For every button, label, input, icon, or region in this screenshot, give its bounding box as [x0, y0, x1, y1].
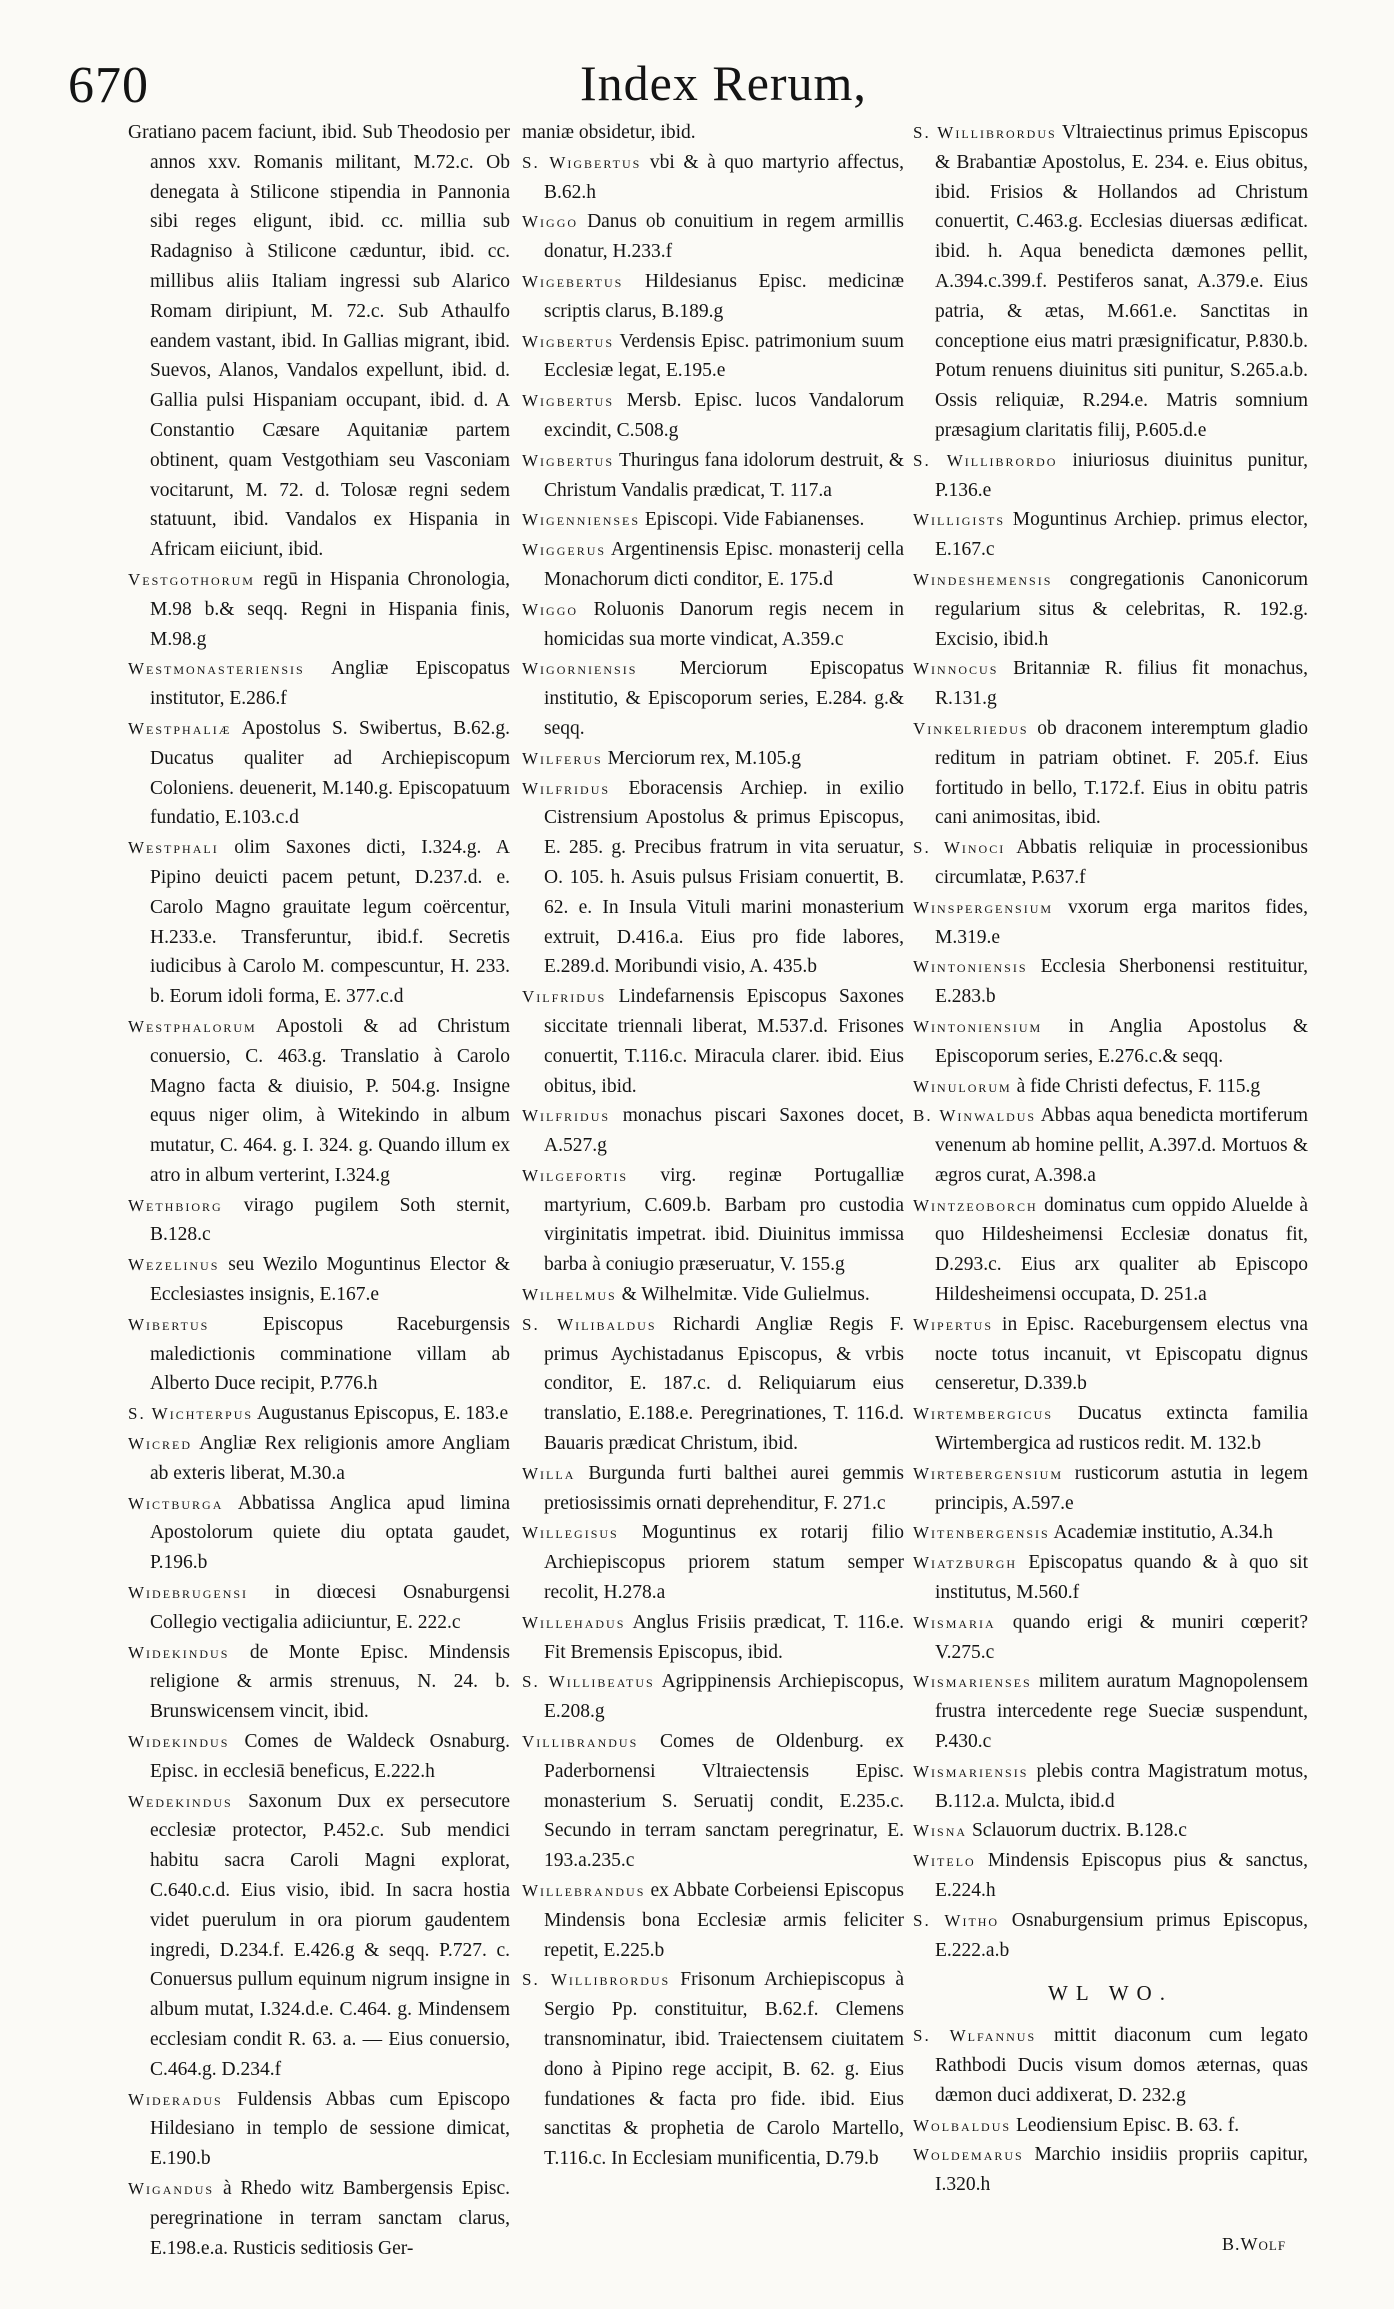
entry-text: Episcopi. Vide Fabianenses. — [644, 509, 865, 531]
entry-lemma: Windeshemensis — [913, 569, 1053, 589]
index-entry — [913, 446, 1308, 506]
index-entry — [913, 654, 1308, 714]
entry-text: virg. reginæ Portugalliæ martyrium, C.609.b. Barbam pro custodia virginitatis impetrat. ibid. Diuinitus immissa barba à coniugio præseruatur, V. 155.g — [544, 1164, 904, 1276]
entry-text: Ecclesia Sherbonensi restituitur, E.283.b — [935, 956, 1308, 1008]
entry-text: Richardi Angliæ Regis F. primus Aychistadanus Episcopus, & vrbis conditor, E. 187.c. d. Reliquiarum eius translatio, E.188.e. Peregrinationes, T. 116.d. Bauaris prædicat Christum, ibid. — [544, 1313, 904, 1455]
index-entry — [913, 2021, 1308, 2110]
entry-lemma: S. Willibeatus — [522, 1672, 655, 1692]
entry-lemma: Wicred — [128, 1434, 193, 1454]
entry-text: quando erigi & muniri cœperit? V.275.c — [935, 1611, 1308, 1663]
entry-text: Merciorum rex, M.105.g — [607, 747, 801, 769]
entry-text: Anglus Frisiis prædicat, T. 116.e. Fit Bremensis Episcopus, ibid. — [544, 1611, 904, 1663]
entry-lemma: Westphalorum — [128, 1016, 257, 1036]
entry-lemma: Wiatzburgh — [913, 1553, 1018, 1573]
entry-text: Roluonis Danorum regis necem in homicidas sua morte vindicat, A.359.c — [544, 598, 905, 650]
entry-lemma: Wolbaldus — [913, 2115, 1012, 2135]
index-entry — [913, 1816, 1308, 1846]
entry-text: Osnaburgensium primus Episcopus, E.222.a.b — [935, 1909, 1308, 1961]
entry-lemma: Wibertus — [128, 1314, 210, 1334]
entry-text: dominatus cum oppido Aluelde à quo Hildesheimensi Ecclesiæ donatus fit, D.293.c. Eius arx qualiter ab Episcopo Hildesheimensi occupata, D. 251.a — [935, 1194, 1309, 1306]
index-entry — [522, 1876, 904, 1965]
entry-lemma: Winspergensium — [913, 897, 1054, 917]
entry-text: plebis contra Magistratum motus, B.112.a. Mulcta, ibid.d — [935, 1760, 1308, 1812]
entry-lemma: Westphali — [128, 838, 219, 858]
index-entry — [522, 148, 904, 208]
entry-lemma: Willehadus — [522, 1612, 626, 1632]
entry-lemma: S. Winoci — [913, 838, 1006, 858]
entry-lemma: Widebrugensi — [128, 1583, 249, 1603]
index-entry — [913, 1518, 1308, 1548]
entry-text: Comes de Oldenburg. ex Paderbornensi Vltraiectensis Episc. monasterium S. Seruatij condit, E.235.c. Secundo in terram sanctam peregrinatur, E. 193.a.235.c — [544, 1731, 904, 1872]
index-entry — [913, 1667, 1308, 1756]
entry-text: vxorum erga maritos fides, M.319.e — [935, 896, 1308, 948]
entry-lemma: Wigorniensis — [522, 659, 638, 679]
entry-lemma: Wigandus — [128, 2178, 215, 2198]
index-entry — [913, 1399, 1308, 1459]
index-entry — [128, 2174, 510, 2263]
index-entry — [913, 2140, 1308, 2200]
entry-text: Gratiano pacem faciunt, ibid. Sub Theodosio per annos xxv. Romanis militant, M.72.c. Ob denegata à Stilicone stipendia in Pannonia sibi reges eligunt, ibid. cc. millia sub Radagniso à Stilicone cæduntur, ibid. cc. millibus aliis Italiam ingressi sub Alarico Romam diripiunt, M. 72.c. Sub Athaulfo eandem vastant, ibid. In Gallias migrant, ibid. Suevos, Alanos, Vandalos expellunt, ibid. d. Gallia pulsi Hispaniam occupant, ibid. d. A Constantio Cæsare Aquitaniæ partem obtinent, quam Vestgothiam seu Vasconiam vocitarunt, M. 72. d. Tolosæ regni sedem statuunt, ibid. Vandalos ex Hispania in Africam eiiciunt, ibid. — [128, 122, 510, 561]
entry-text: de Monte Episc. Mindensis religione & armis strenuus, N. 24. b. Brunswicensem vincit, ibid. — [150, 1641, 510, 1723]
entry-lemma: Wethbiorg — [128, 1195, 223, 1215]
entry-lemma: Wigbertus — [522, 331, 614, 351]
entry-lemma: Woldemarus — [913, 2145, 1024, 2165]
entry-lemma: Wismaria — [913, 1612, 996, 1632]
index-entry — [128, 2085, 510, 2174]
entry-lemma: Willa — [522, 1463, 576, 1483]
entry-text: Mersb. Episc. lucos Vandalorum excindit, C.508.g — [544, 390, 904, 441]
entry-text: regū in Hispania Chronologia, M.98 b.& seqq. Regni in Hispania finis, M.98.g — [150, 568, 511, 650]
entry-text: congregationis Canonicorum regularium situs & celebritas, R. 192.g. Excisio, ibid.h — [935, 568, 1308, 650]
entry-lemma: Vinkelriedus — [913, 718, 1029, 738]
entry-text: rusticorum astutia in legem principis, A.597.e — [935, 1462, 1308, 1514]
entry-lemma: Wintoniensium — [913, 1016, 1043, 1036]
entry-lemma: Wisna — [913, 1821, 968, 1841]
entry-lemma: Vilfridus — [522, 987, 607, 1007]
index-entry — [128, 118, 510, 565]
index-entry — [913, 2111, 1308, 2141]
entry-text: in diœcesi Osnaburgensi Collegio vectigalia adiiciuntur, E. 222.c — [150, 1582, 510, 1633]
entry-text: Verdensis Episc. patrimonium suum Ecclesiæ legat, E.195.e — [544, 330, 904, 382]
index-entry — [128, 1399, 510, 1429]
entry-text: Eboracensis Archiep. in exilio Cistrensium Apostolus & primus Episcopus, E. 285. g. Precibus fratrum in vita seruatur, O. 105. h. Asuis pulsus Frisiam conuertit, B. 62. e. In Insula Vituli marini monasterium extruit, D.416.a. Eius pro fide labores, E.289.d. Moribundi visio, A. 435.b — [544, 777, 904, 978]
index-entry — [522, 1965, 904, 2174]
entry-lemma: Winnocus — [913, 659, 999, 679]
entry-lemma: S. Wichterpus — [128, 1404, 254, 1424]
entry-text: iniuriosus diuinitus punitur, P.136.e — [935, 449, 1309, 501]
index-entry — [522, 535, 904, 595]
entry-lemma: Wezelinus — [128, 1255, 220, 1275]
entry-lemma: Westphaliæ — [128, 718, 232, 738]
entry-text: Apostolus S. Swibertus, B.62.g. Ducatus qualiter ad Archiepiscopum Coloniens. deuenerit, M.140.g. Episcopatuum fundatio, E.103.c.d — [150, 717, 510, 829]
index-column-right — [913, 118, 1308, 2200]
index-entry — [913, 1072, 1308, 1102]
index-entry — [913, 1012, 1308, 1072]
index-entry — [913, 714, 1308, 833]
entry-text: maniæ obsidetur, ibid. — [522, 122, 696, 143]
index-entry — [522, 327, 904, 387]
index-entry — [128, 1191, 510, 1251]
index-entry — [522, 1280, 904, 1310]
entry-lemma: Wismariensis — [913, 1761, 1029, 1781]
index-entry — [522, 654, 904, 743]
entry-text: mittit diaconum cum legato Rathbodi Ducis visum domos æternas, quas dæmon duci addixerat, D. 232.g — [935, 2025, 1308, 2106]
entry-lemma: Wigebertus — [522, 271, 624, 291]
index-entry — [128, 1429, 510, 1489]
entry-lemma: Willegisus — [522, 1523, 619, 1543]
entry-lemma: Wiggerus — [522, 540, 607, 560]
entry-lemma: S. Wilibaldus — [522, 1314, 657, 1334]
index-entry — [128, 1638, 510, 1727]
index-entry — [913, 1191, 1308, 1310]
entry-text: Abbatissa Anglica apud limina Apostolorum quiete diu optata gaudet, P.196.b — [150, 1492, 510, 1574]
entry-lemma: Witelo — [913, 1851, 976, 1871]
entry-lemma: S. Witho — [913, 1910, 1000, 1930]
entry-lemma: Wirtembergicus — [913, 1404, 1053, 1424]
index-entry — [913, 118, 1308, 446]
page-number: 670 — [68, 57, 149, 114]
section-heading: WL WO. — [1048, 1981, 1173, 2006]
entry-text: Comes de Waldeck Osnaburg. Episc. in ecclesiā beneficus, E.222.h — [150, 1731, 511, 1782]
index-entry — [522, 386, 904, 446]
entry-lemma: Wiggo — [522, 599, 579, 619]
entry-text: virago pugilem Soth sternit, B.128.c — [150, 1194, 510, 1246]
entry-lemma: Willebrandus — [522, 1881, 646, 1901]
entry-lemma: Wideradus — [128, 2089, 223, 2109]
index-entry — [128, 1787, 510, 2085]
entry-text: Sclauorum ductrix. B.128.c — [971, 1820, 1187, 1842]
entry-lemma: Wigbertus — [522, 450, 614, 470]
entry-lemma: Widekindus — [128, 1732, 230, 1752]
entry-text: Saxonum Dux ex persecutore ecclesiæ protector, P.452.c. Sub mendici habitu sacra Caroli Magni explorat, C.640.c.d. Eius visio, ibid. In sacra hostia videt puerulum in ora piorum gaudentem ingredi, D.234.f. E.426.g & seqq. P.727. c. Conuersus pullum equinum nigrum insigne in album mutat, I.324.d.e. C.464. g. Mindensem ecclesiam condit R. 63. a. — Eius conuersio, C.464.g. D.234.f — [150, 1790, 510, 2080]
entry-lemma: S. Willibrordus — [913, 123, 1057, 142]
entry-text: Angliæ Episcopatus institutor, E.286.f — [150, 658, 510, 710]
entry-lemma: Wiggo — [522, 212, 579, 232]
index-entry — [522, 1310, 904, 1459]
index-column-left — [128, 118, 510, 2263]
catchword: B.Wolf — [1222, 2234, 1287, 2254]
entry-lemma: Wilferus — [522, 748, 603, 768]
entry-text: Lindefarnensis Episcopus Saxones siccitate triennali liberat, M.537.d. Frisones conuertit, T.116.c. Miracula clarer. ibid. Eius obitus, ibid. — [544, 986, 904, 1097]
entry-text: in Anglia Apostolus & Episcoporum series, E.276.c.& seqq. — [935, 1015, 1308, 1067]
index-entry — [128, 565, 510, 654]
index-entry — [522, 1727, 904, 1876]
index-entry — [522, 207, 904, 267]
entry-text: Episcopatus quando & à quo sit institutus, M.560.f — [935, 1552, 1309, 1604]
index-entry — [913, 952, 1308, 1012]
entry-text: Angliæ Rex religionis amore Angliam ab exteris liberat, M.30.a — [150, 1433, 510, 1484]
entry-text: ob draconem interemptum gladio reditum in patriam obtinet. F. 205.f. Eius fortitudo in bello, T.172.f. Eius in obitu patris cani animositas, ibid. — [935, 717, 1308, 829]
entry-text: à Rhedo witz Bambergensis Episc. peregrinatione in terram sanctam clarus, E.198.e.a. Rusticis seditiosis Ger- — [150, 2177, 511, 2259]
entry-text: olim Saxones dicti, I.324.g. A Pipino deuicti pacem petunt, D.237.d. e. Carolo Magno grauitate legum coërcentur, H.233.e. Transferuntur, ibid.f. Secretis iudicibus à Carolo M. compescuntur, H. 233. b. Eorum idoli forma, E. 377.c.d — [150, 837, 511, 1008]
entry-lemma: Winulorum — [913, 1076, 1012, 1096]
entry-lemma: Wilhelmus — [522, 1285, 617, 1305]
entry-lemma: Wilfridus — [522, 778, 611, 798]
entry-lemma: Wismarienses — [913, 1672, 1032, 1692]
index-entry — [128, 1578, 510, 1638]
entry-text: Burgunda furti balthei aurei gemmis pretiosissimis ornati deprehenditur, F. 271.c — [544, 1462, 904, 1514]
index-entry — [522, 446, 904, 506]
index-entry — [128, 1310, 510, 1399]
entry-text: Marchio insidiis propriis capitur, I.320.h — [935, 2144, 1308, 2196]
entry-text: Moguntinus ex rotarij filio Archiepiscopus priorem statum semper recolit, H.278.a — [544, 1522, 905, 1604]
index-entry — [913, 893, 1308, 953]
entry-lemma: Wintoniensis — [913, 957, 1028, 977]
entry-lemma: Wedekindus — [128, 1791, 233, 1811]
index-entry — [522, 744, 904, 774]
entry-text: Apostoli & ad Christum conuersio, C. 463.g. Translatio à Carolo Magno facta & diuisio, P. 504.g. Insigne equus niger olim, à Witekindo in album mutatur, C. 464. g. I. 324. g. Quando illum ex atro in album verterint, I.324.g — [150, 1015, 510, 1186]
index-entry — [522, 595, 904, 655]
index-entry — [128, 1727, 510, 1787]
index-entry — [522, 982, 904, 1101]
entry-lemma: Wictburga — [128, 1493, 224, 1513]
entry-text: Mindensis Episcopus pius & sanctus, E.224.h — [935, 1850, 1308, 1902]
entry-text: Augustanus Episcopus, E. 183.e — [256, 1403, 509, 1425]
entry-text: in Episc. Raceburgensem electus vna nocte totus incanuit, vt Episcopatu dignus censeretur, D.339.b — [935, 1313, 1308, 1395]
entry-text: à fide Christi defectus, F. 115.g — [1016, 1075, 1261, 1097]
index-entry — [522, 1161, 904, 1280]
entry-lemma: Widekindus — [128, 1642, 230, 1662]
index-entry — [128, 1250, 510, 1310]
entry-lemma: B. Winwaldus — [913, 1106, 1037, 1126]
entry-text: monachus piscari Saxones docet, A.527.g — [544, 1105, 905, 1157]
index-entry — [913, 833, 1308, 893]
index-column-middle — [522, 118, 904, 2174]
entry-text: Vltraiectinus primus Episcopus & Brabantiæ Apostolus, E. 234. e. Eius obitus, ibid. Frisios & Hollandos ad Christum conuertit, C.463.g. Ecclesias diuersas ædificat. ibid. h. Aqua benedicta dæmones pellit, A.394.c.399.f. Pestiferos sanat, A.379.e. Eius patria, & ætas, M.661.e. Sanctitas in conceptione eius matri præsignificatur, P.830.b. Potum renuens diuinitus siti punitur, S.265.a.b. Ossis reliquiæ, R.294.e. Matris somnium præsagium claritatis filij, P.605.d.e — [935, 122, 1308, 441]
entry-text: Abbas aqua benedicta mortiferum venenum ab homine pellit, A.397.d. Mortuos & ægros curat, A.398.a — [935, 1105, 1308, 1186]
entry-lemma: Wirtebergensium — [913, 1463, 1063, 1483]
index-entry — [522, 1101, 904, 1161]
index-entry — [522, 118, 904, 148]
entry-text: Leodiensium Episc. B. 63. f. — [1015, 2114, 1240, 2136]
index-entry — [913, 1846, 1308, 1906]
entry-text: Agrippinensis Archiepiscopus, E.208.g — [544, 1671, 905, 1723]
entry-lemma: S. Willibrordus — [522, 1970, 671, 1990]
entry-text: Academiæ institutio, A.34.h — [1053, 1522, 1273, 1544]
entry-text: Moguntinus Archiep. primus elector, E.167.c — [935, 509, 1309, 561]
entry-text: Abbatis reliquiæ in processionibus circumlatæ, P.637.f — [935, 837, 1308, 888]
entry-lemma: Wilfridus — [522, 1106, 611, 1126]
index-entry — [128, 1489, 510, 1578]
index-entry — [913, 1101, 1308, 1190]
entry-lemma: Wigennienses — [522, 510, 641, 530]
index-entry — [913, 1310, 1308, 1399]
entry-text: Thuringus fana idolorum destruit, & Christum Vandalis prædicat, T. 117.a — [544, 449, 904, 501]
entry-text: seu Wezilo Moguntinus Elector & Ecclesiastes insignis, E.167.e — [150, 1254, 510, 1306]
index-entry — [522, 505, 904, 535]
index-entry — [522, 1667, 904, 1727]
entry-lemma: Wintzeoborch — [913, 1195, 1038, 1215]
index-entry — [913, 1548, 1308, 1608]
index-entry — [128, 714, 510, 833]
index-entry — [913, 505, 1308, 565]
entry-text: Fuldensis Abbas cum Episcopo Hildesiano in templo de sessione dimicat, E.190.b — [150, 2088, 510, 2170]
index-entry — [913, 1608, 1308, 1668]
entry-text: Britanniæ R. filius fit monachus, R.131.g — [935, 658, 1309, 710]
index-entry — [128, 654, 510, 714]
entry-text: Hildesianus Episc. medicinæ scriptis clarus, B.189.g — [544, 270, 905, 322]
running-head: Index Rerum, — [580, 55, 867, 111]
entry-lemma: S. Willibrordo — [913, 450, 1058, 470]
entry-lemma: Willigists — [913, 510, 1006, 530]
index-entry — [522, 1459, 904, 1519]
entry-text: Merciorum Episcopatus institutio, & Episcoporum series, E.284. g.& seqq. — [544, 658, 904, 739]
index-entry — [913, 1459, 1308, 1519]
index-entry — [522, 1608, 904, 1668]
entry-text: Episcopus Raceburgensis maledictionis comminatione villam ab Alberto Duce recipit, P.776.h — [150, 1313, 510, 1395]
entry-lemma: S. Wlfannus — [913, 2026, 1037, 2046]
index-entry — [522, 267, 904, 327]
entry-text: Frisonum Archiepiscopus à Sergio Pp. constituitur, B.62.f. Clemens transnominatur, ibid. Traiectensem ciuitatem dono à Pipino rege accipit, B. 62. g. Eius fundationes & facta pro fide. ibid. Eius sanctitas & prophetia de Carolo Martello, T.116.c. In Ecclesiam munificentia, D.79.b — [544, 1969, 904, 2170]
entry-lemma: Westmonasteriensis — [128, 659, 305, 679]
entry-text: Argentinensis Episc. monasterij cella Monachorum dicti conditor, E. 175.d — [544, 539, 904, 590]
entry-text: vbi & à quo martyrio affectus, B.62.h — [544, 151, 905, 203]
entry-lemma: S. Wigbertus — [522, 152, 642, 172]
entry-lemma: Wipertus — [913, 1314, 993, 1334]
index-entry — [913, 565, 1308, 654]
entry-text: Danus ob conuitium in regem armillis donatur, H.233.f — [544, 211, 904, 263]
entry-text: militem auratum Magnopolensem frustra intercedente rege Sueciæ suspendunt, P.430.c — [935, 1671, 1309, 1753]
index-entry — [913, 1906, 1308, 1966]
entry-text: Ducatus extincta familia Wirtembergica ad rusticos redit. M. 132.b — [935, 1403, 1308, 1455]
entry-lemma: Wilgefortis — [522, 1165, 628, 1185]
entry-text: ex Abbate Corbeiensi Episcopus Mindensis bona Ecclesiæ armis feliciter repetit, E.225.b — [544, 1880, 904, 1961]
index-entry — [128, 833, 510, 1012]
entry-lemma: Villibrandus — [522, 1732, 639, 1752]
index-entry — [128, 1012, 510, 1191]
entry-lemma: Vestgothorum — [128, 569, 255, 589]
index-entry — [913, 1757, 1308, 1817]
index-entry — [522, 774, 904, 983]
index-entry — [522, 1518, 904, 1607]
entry-lemma: Wigbertus — [522, 391, 614, 411]
entry-lemma: Witenbergensis — [913, 1523, 1050, 1543]
entry-text: & Wilhelmitæ. Vide Gulielmus. — [621, 1284, 870, 1306]
